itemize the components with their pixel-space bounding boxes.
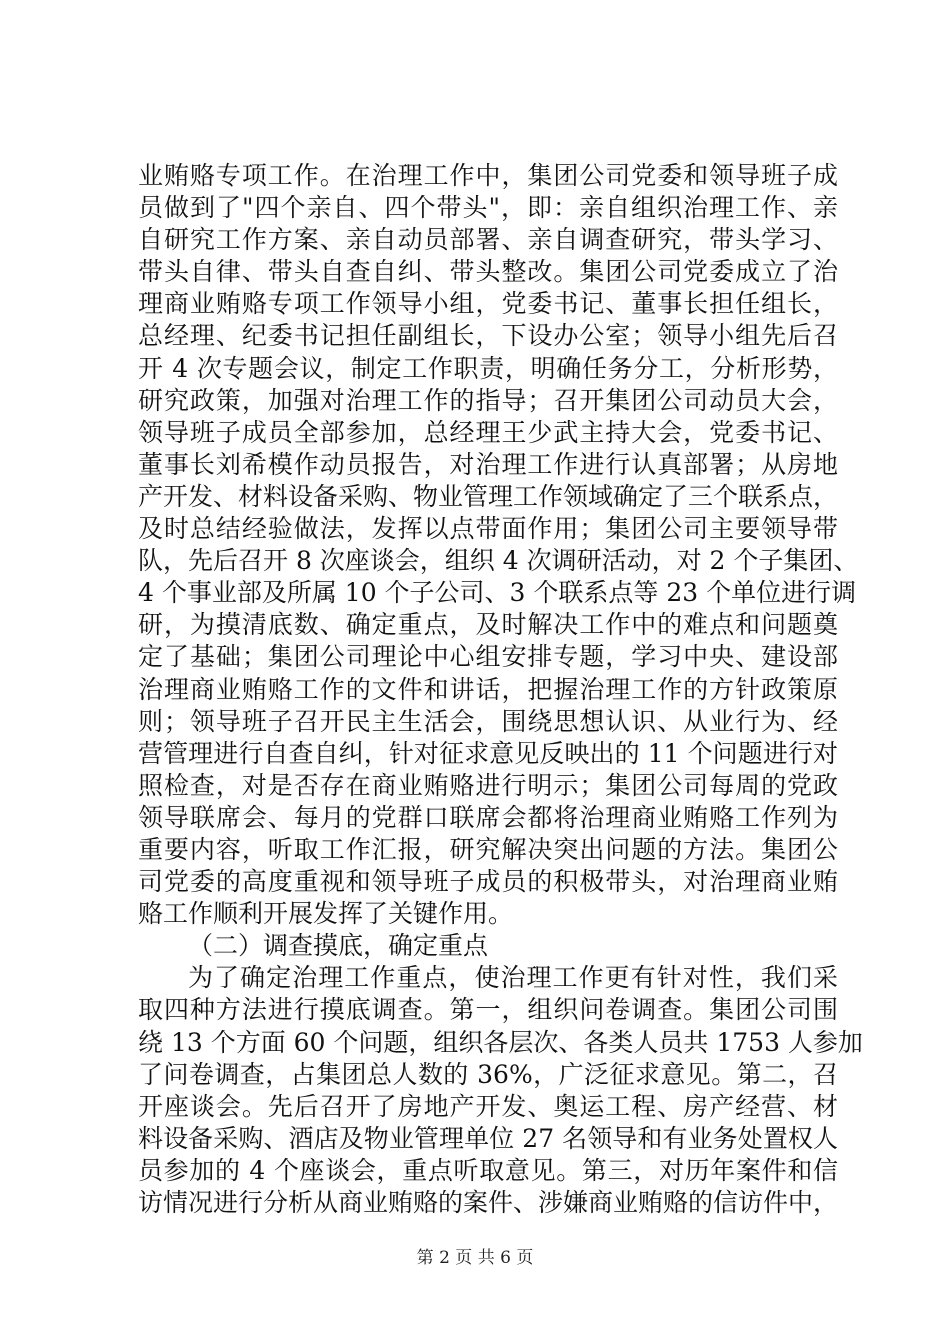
text-line: 研，为摸清底数、确定重点，及时解决工作中的难点和问题奠 bbox=[138, 610, 838, 640]
text-line: 定了基础；集团公司理论中心组安排专题，学习中央、建设部 bbox=[138, 642, 838, 672]
text-line: 产开发、材料设备采购、物业管理工作领域确定了三个联系点， bbox=[138, 481, 839, 511]
text-line: 则；领导班子召开民主生活会，围绕思想认识、从业行为、经 bbox=[138, 706, 838, 736]
text-line: 照检查，对是否存在商业贿赂进行明示；集团公司每周的党政 bbox=[138, 770, 838, 800]
text-line: 研究政策，加强对治理工作的指导；召开集团公司动员大会， bbox=[138, 385, 838, 415]
text-line: 料设备采购、酒店及物业管理单位 27 名领导和有业务处置权人 bbox=[138, 1123, 838, 1153]
text-line: 为了确定治理工作重点，使治理工作更有针对性，我们采 bbox=[188, 963, 838, 993]
text-line: 理商业贿赂专项工作领导小组，党委书记、董事长担任组长， bbox=[138, 289, 838, 319]
body-text bbox=[138, 160, 863, 1219]
text-line: 业贿赂专项工作。在治理工作中，集团公司党委和领导班子成 bbox=[138, 161, 838, 190]
text-line: 赂工作顺利开展发挥了关键作用。 bbox=[138, 899, 514, 929]
section-heading: （二）调查摸底，确定重点 bbox=[188, 931, 489, 961]
text-line: 总经理、纪委书记担任副组长，下设办公室；领导小组先后召 bbox=[138, 321, 838, 351]
text-line: 及时总结经验做法，发挥以点带面作用；集团公司主要领导带 bbox=[138, 514, 838, 544]
text-line: 司党委的高度重视和领导班子成员的积极带头，对治理商业贿 bbox=[138, 867, 838, 897]
text-line: 队，先后召开 8 次座谈会，组织 4 次调研活动，对 2 个子集团、 bbox=[138, 546, 859, 576]
text-line: 自研究工作方案、亲自动员部署、亲自调查研究，带头学习、 bbox=[138, 225, 838, 255]
text-line: 取四种方法进行摸底调查。第一，组织问卷调查。集团公司围 bbox=[138, 995, 838, 1025]
text-line: 治理商业贿赂工作的文件和讲话，把握治理工作的方针政策原 bbox=[138, 674, 838, 704]
paragraph-investigation bbox=[138, 962, 863, 1219]
page-footer: 第 2 页 共 6 页 bbox=[416, 1248, 534, 1268]
text-line: 领导联席会、每月的党群口联席会都将治理商业贿赂工作列为 bbox=[138, 802, 838, 832]
text-line: 开 4 次专题会议，制定工作职责，明确任务分工，分析形势， bbox=[138, 353, 838, 383]
text-line: 营管理进行自查自纠，针对征求意见反映出的 11 个问题进行对 bbox=[138, 738, 838, 768]
text-line: 绕 13 个方面 60 个问题，组织各层次、各类人员共 1753 人参加 bbox=[138, 1027, 863, 1057]
text-line: 员参加的 4 个座谈会，重点听取意见。第三，对历年案件和信 bbox=[138, 1155, 838, 1185]
text-line: 董事长刘希模作动员报告，对治理工作进行认真部署；从房地 bbox=[138, 449, 838, 479]
paragraph-leadership bbox=[138, 160, 859, 930]
text-line: 4 个事业部及所属 10 个子公司、3 个联系点等 23 个单位进行调 bbox=[138, 578, 857, 608]
text-line: 领导班子成员全部参加，总经理王少武主持大会，党委书记、 bbox=[138, 417, 838, 447]
text-line: 带头自律、带头自查自纠、带头整改。集团公司党委成立了治 bbox=[138, 257, 838, 287]
text-line: 开座谈会。先后召开了房地产开发、奥运工程、房产经营、材 bbox=[138, 1091, 838, 1121]
text-line: 员做到了"四个亲自、四个带头"，即：亲自组织治理工作、亲 bbox=[138, 193, 838, 223]
text-line: 访情况进行分析从商业贿赂的案件、涉嫌商业贿赂的信访件中， bbox=[138, 1188, 839, 1217]
text-line: 重要内容，听取工作汇报，研究解决突出问题的方法。集团公 bbox=[138, 834, 838, 864]
text-line: 了问卷调查，占集团总人数的 36%，广泛征求意见。第二，召 bbox=[138, 1059, 838, 1089]
